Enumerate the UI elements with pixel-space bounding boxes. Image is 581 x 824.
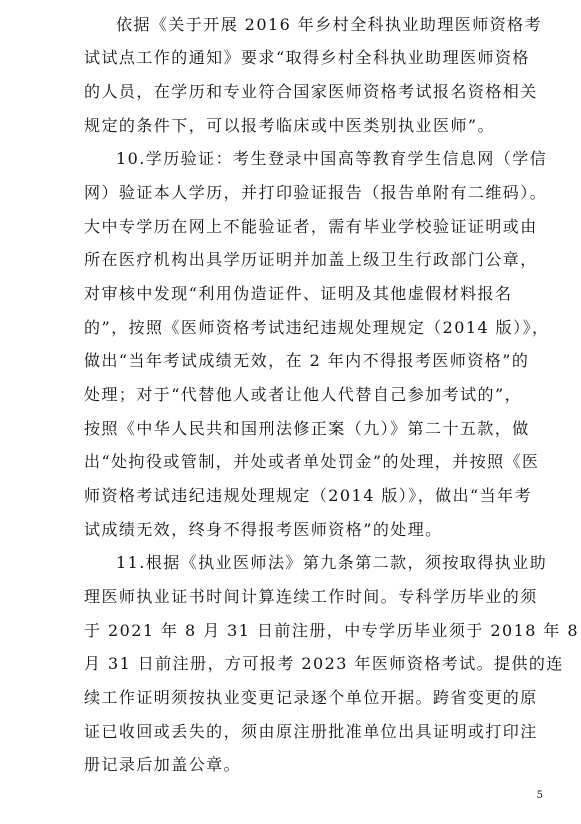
- text-line: 出“处拘役或管制，并处或者单处罚金”的处理，并按照《医: [84, 452, 540, 471]
- text-line: 规定的条件下，可以报考临床或中医类别执业医师”。: [84, 116, 495, 135]
- text-line: 理医师执业证书时间计算连续工作时间。专科学历毕业的须: [84, 587, 538, 606]
- text-line: 试成绩无效，终身不得报考医师资格”的处理。: [84, 520, 443, 539]
- text-line: 于 2021 年 8 月 31 日前注册，中专学历毕业须于 2018 年 8: [84, 621, 580, 640]
- text-line: 所在医疗机构出具学历证明并加盖上级卫生行政部门公章，: [84, 250, 538, 269]
- text-line: 10.学历验证：考生登录中国高等教育学生信息网（学信: [116, 149, 548, 168]
- text-line: 做出“当年考试成绩无效，在 2 年内不得报考医师资格”的: [84, 351, 530, 370]
- text-line: 11.根据《执业医师法》第九条第二款，须按取得执业助: [116, 553, 548, 572]
- text-line: 册记录后加盖公章。: [84, 755, 242, 774]
- text-line: 依据《关于开展 2016 年乡村全科执业助理医师资格考: [116, 15, 543, 34]
- text-line: 的”，按照《医师资格考试违纪违规处理规定（2014 版）》，: [84, 318, 550, 337]
- text-line: 证已收回或丢失的，须由原注册批准单位出具证明或打印注: [84, 722, 538, 741]
- text-line: 月 31 日前注册，方可报考 2023 年医师资格考试。提供的连: [84, 654, 564, 673]
- text-line: 网）验证本人学历，并打印验证报告（报告单附有二维码）。: [84, 183, 548, 202]
- text-line: 续工作证明须按执业变更记录逐个单位开据。跨省变更的原: [84, 688, 538, 707]
- text-line: 对审核中发现“利用伪造证件、证明及其他虚假材料报名: [84, 284, 513, 303]
- page-number: 5: [536, 790, 543, 801]
- text-line: 按照《中华人民共和国刑法修正案（九）》第二十五款，做: [84, 419, 530, 438]
- text-line: 试试点工作的通知》要求“取得乡村全科执业助理医师资格: [84, 48, 530, 67]
- text-line: 师资格考试违纪违规处理规定（2014 版）》，做出“当年考: [84, 486, 533, 505]
- text-line: 的人员，在学历和专业符合国家医师资格考试报名资格相关: [84, 82, 538, 101]
- text-line: 大中专学历在网上不能验证者，需有毕业学校验证证明或由: [84, 217, 538, 236]
- text-line: 处理；对于“代替他人或者让他人代替自己参加考试的”，: [84, 385, 523, 404]
